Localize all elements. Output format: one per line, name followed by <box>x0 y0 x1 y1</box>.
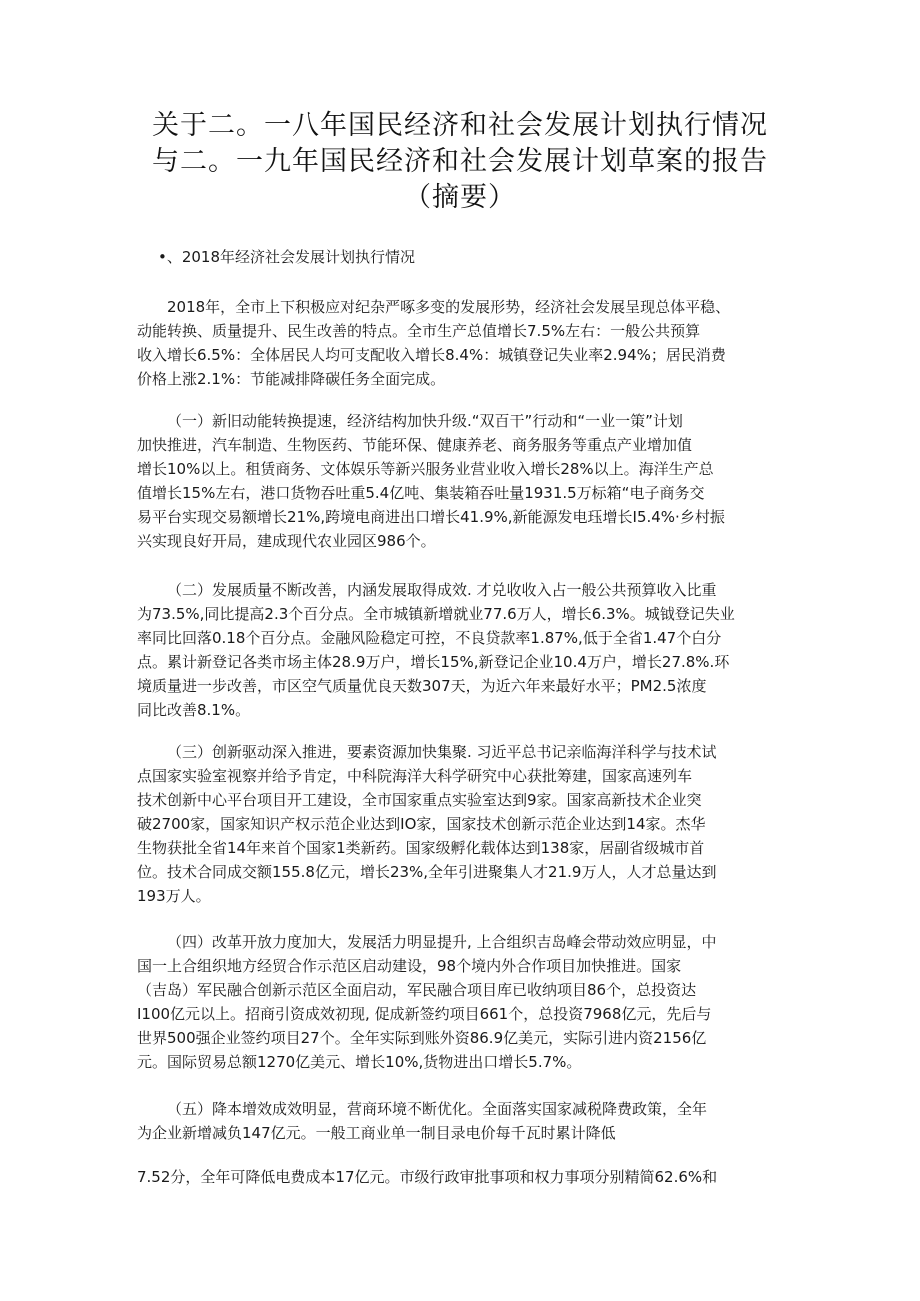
paragraph-line: 兴实现良好开局，建成现代农业园区986个。 <box>137 532 436 550</box>
paragraph-line: 值增长15%左右，港口货物吞吐重5.4亿吨、集装箱吞吐量1931.5万标箱“电子商务交 <box>137 484 705 502</box>
paragraph-line: 生物获批全省14年来首个国家1类新药。国家级孵化载体达到138家，居副省级城市首 <box>137 839 705 857</box>
paragraph-line: （二）发展质量不断改善，内涵发展取得成效. 才兑收收入占一般公共预算收入比重 <box>167 581 717 599</box>
paragraph-line: 技术创新中心平台项目开工建设，全市国家重点实验室达到9家。国家高新技术企业突 <box>137 791 702 809</box>
paragraph-item-4 <box>137 930 787 1074</box>
paragraph-line: 元。国际贸易总额1270亿美元、增长10%,货物进出口增长5.7%。 <box>137 1053 582 1071</box>
title-line-3: （摘要） <box>404 182 516 213</box>
paragraph-line: 价格上涨2.1%：节能减排降碳任务全面完成。 <box>137 370 446 388</box>
paragraph-line: 7.52分，全年可降低电费成本17亿元。市级行政审批事项和权力事项分别精简62.6%和 <box>137 1168 718 1186</box>
paragraph-overview <box>137 295 787 391</box>
paragraph-line: 点国家实验室视察并给予肯定，中科院海洋大科学研究中心获批筹建，国家高速列车 <box>137 767 693 785</box>
paragraph-line: 同比改善8.1%。 <box>137 701 251 719</box>
paragraph-line: 国一上合组织地方经贸合作示范区启动建设，98个境内外合作项目加快推进。国家 <box>137 957 682 975</box>
paragraph-line: （吉岛）军民融合创新示范区全面启动，军民融合项目库已收纳项目86个，总投资达 <box>137 981 697 999</box>
title-line-1: 关于二。一八年国民经济和社会发展计划执行情况 <box>152 110 768 141</box>
paragraph-line: 收入增长6.5%：全体居民人均可支配收入增长8.4%：城镇登记失业率2.94%；居民消费 <box>137 346 726 364</box>
paragraph-line: 破2700家，国家知识产权示范企业达到IO家，国家技术创新示范企业达到14家。杰华 <box>137 815 706 833</box>
document-title <box>120 108 800 216</box>
paragraph-line: 2018年，全市上下积极应对纪杂严啄多变的发展形势，经济社会发展呈现总体平稳、 <box>167 298 731 316</box>
paragraph-line: 增长10%以上。租赁商务、文体娱乐等新兴服务业营业收入增长28%以上。海洋生产总 <box>137 460 714 478</box>
paragraph-line: 位。技术合同成交额155.8亿元，增长23%,全年引进聚集人才21.9万人，人才总量达到 <box>137 863 717 881</box>
paragraph-line: 为企业新增减负147亿元。一般工商业单一制目录电价每千瓦时累计降低 <box>137 1124 616 1142</box>
paragraph-line: 境质量进一步改善，市区空气质量优良天数307天，为近六年来最好水平；PM2.5浓度 <box>137 677 707 695</box>
paragraph-line: 率同比回落0.18个百分点。金融风险稳定可控，不良贷款率1.87%,低于全省1.47个白分 <box>137 629 722 647</box>
paragraph-line: 193万人。 <box>137 887 211 905</box>
paragraph-line: （四）改革开放力度加大，发展活力明显提升, 上合组织吉岛峰会带动效应明显，中 <box>167 933 717 951</box>
paragraph-line: I100亿元以上。招商引资成效初现, 促成新签约项目661个，总投资7968亿元，先后与 <box>137 1005 712 1023</box>
section-heading: •、2018年经济社会发展计划执行情况 <box>158 248 416 266</box>
paragraph-line: 加快推进，汽车制造、生物医药、节能环保、健康养老、商务服务等重点产业增加值 <box>137 436 693 454</box>
paragraph-line: 动能转换、质量提升、民生改善的特点。全市生产总值增长7.5%左右：一般公共预算 <box>137 322 701 340</box>
paragraph-line: 点。累计新登记各类市场主体28.9万户，增长15%,新登记企业10.4万户，增长27.8%.环 <box>137 653 730 671</box>
paragraph-line: （一）新旧动能转换提速，经济结构加快升级.“双百干”行动和“一业一策”计划 <box>167 412 683 430</box>
paragraph-item-3 <box>137 740 787 908</box>
title-line-2: 与二。一九年国民经济和社会发展计划草案的报告 <box>152 146 768 177</box>
paragraph-line: 世界500强企业签约项目27个。全年实际到账外资86.9亿美元，实际引进内资2156亿 <box>137 1029 707 1047</box>
paragraph-line: （五）降本增效成效明显，营商环境不断优化。全面落实国家减税降费政策，全年 <box>167 1100 708 1118</box>
paragraph-line: （三）创新驱动深入推进，要素资源加快集聚. 习近平总书记亲临海洋科学与技术试 <box>167 743 717 761</box>
paragraph-line: 易平台实现交易额增长21%,跨境电商进出口增长41.9%,新能源发电珏增长I5.4%·乡村振 <box>137 508 725 526</box>
paragraph-item-2 <box>137 578 787 722</box>
paragraph-item-1 <box>137 409 787 553</box>
paragraph-continuation <box>137 1165 787 1189</box>
paragraph-item-5 <box>137 1097 787 1145</box>
paragraph-line: 为73.5%,同比提高2.3个百分点。全市城镇新增就业77.6万人，增长6.3%。城钺登记失业 <box>137 605 735 623</box>
